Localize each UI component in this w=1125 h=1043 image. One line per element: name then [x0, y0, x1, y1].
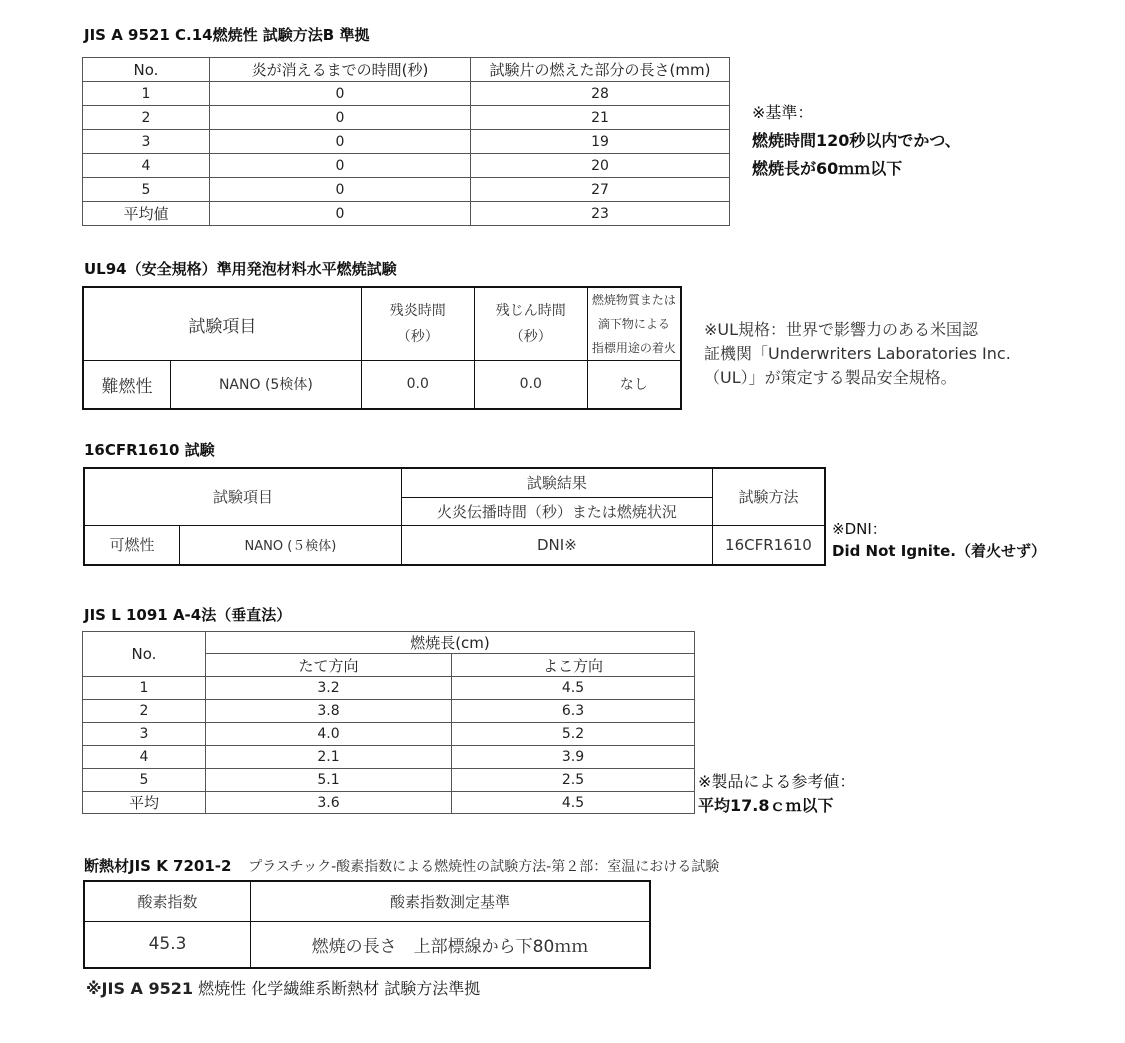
cell-length: 28 [471, 82, 730, 106]
cell-time: 0 [210, 202, 471, 226]
note-line: 燃焼時間120秒以内でかつ、 [752, 131, 961, 150]
cell-oxygen-index: 45.3 [84, 921, 251, 968]
sec1-title: JIS A 9521 C.14燃焼性 試験方法B 準拠 [84, 26, 370, 44]
sec3-note [832, 518, 1046, 562]
note-line: Did Not Ignite.（着火せず） [832, 542, 1046, 560]
sec5-title-standard: 断熱材JIS K 7201-2 [84, 857, 232, 875]
table-row [84, 525, 825, 565]
header-criteria: 酸素指数測定基準 [251, 881, 651, 921]
note-heading: ※製品による参考値： [698, 772, 856, 791]
jis-l1091-table [82, 631, 695, 814]
cell-weft: 6.3 [452, 700, 695, 723]
table-row [83, 130, 730, 154]
footnote [86, 976, 480, 999]
cell-no: 5 [83, 178, 210, 202]
cfr1610-table [83, 467, 826, 566]
cell-no: 3 [83, 723, 206, 746]
sec2-note [704, 318, 1011, 390]
cell-warp: 3.2 [206, 677, 452, 700]
table-row [83, 700, 695, 723]
table-row [83, 106, 730, 130]
cell-warp: 3.6 [206, 792, 452, 814]
note-line: 証機関「Underwriters Laboratories Inc. [704, 344, 1011, 363]
footnote-text: 燃焼性 化学繊維系断熱材 試験方法準拠 [193, 979, 481, 998]
note-heading: ※基準： [752, 103, 814, 122]
cell-warp: 3.8 [206, 700, 452, 723]
cell-result: DNI※ [401, 525, 712, 565]
sec4-title: JIS L 1091 A-4法（垂直法） [84, 606, 292, 624]
cell-time: 0 [210, 154, 471, 178]
table-row [83, 723, 695, 746]
cell-no: 5 [83, 769, 206, 792]
cell-no: 1 [83, 677, 206, 700]
cell-category: 難燃性 [83, 361, 171, 409]
note-line: ※UL規格：世界で影響力のある米国認 [704, 320, 979, 339]
header-no: No. [83, 632, 206, 677]
header-afterflame: 残炎時間 （秒） [361, 287, 474, 361]
table-row [83, 677, 695, 700]
cell-afterglow: 0.0 [474, 361, 587, 409]
cell-warp: 2.1 [206, 746, 452, 769]
cell-no: 4 [83, 154, 210, 178]
cell-weft: 5.2 [452, 723, 695, 746]
cell-sample: NANO (５検体) [180, 525, 402, 565]
sec1-note [752, 99, 961, 183]
header-method: 試験方法 [712, 468, 825, 525]
cell-time: 0 [210, 130, 471, 154]
cell-weft: 4.5 [452, 677, 695, 700]
cell-criteria: 燃焼の長さ 上部標線から下80ｍｍ [251, 921, 651, 968]
cell-warp: 4.0 [206, 723, 452, 746]
cell-warp: 5.1 [206, 769, 452, 792]
note-line: （UL）」が策定する製品安全規格。 [704, 368, 957, 387]
cell-weft: 3.9 [452, 746, 695, 769]
cell-length: 23 [471, 202, 730, 226]
sec4-note [698, 770, 855, 818]
cell-time: 0 [210, 82, 471, 106]
table-row-average [83, 202, 730, 226]
note-heading: ※DNI： [832, 520, 887, 538]
oxygen-index-table [83, 880, 651, 969]
header-time: 炎が消えるまでの時間(秒) [210, 58, 471, 82]
cell-time: 0 [210, 106, 471, 130]
cell-weft: 2.5 [452, 769, 695, 792]
table-row [83, 154, 730, 178]
table-row [83, 769, 695, 792]
sec2-title: UL94（安全規格）準用発泡材料水平燃焼試験 [84, 260, 397, 278]
header-length: 試験片の燃えた部分の長さ(mm) [471, 58, 730, 82]
header-burn-length: 燃焼長(cm) [206, 632, 695, 654]
table-row-average [83, 792, 695, 814]
header-afterglow: 残じん時間 （秒） [474, 287, 587, 361]
header-oxygen-index: 酸素指数 [84, 881, 251, 921]
sec5-title [84, 855, 719, 876]
header-no: No. [83, 58, 210, 82]
header-result: 試験結果 [401, 468, 712, 497]
cell-length: 27 [471, 178, 730, 202]
cell-length: 19 [471, 130, 730, 154]
cell-weft: 4.5 [452, 792, 695, 814]
header-drip-ignition: 燃焼物質または 滴下物による 指標用途の着火 [587, 287, 681, 361]
sec3-title: 16CFR1610 試験 [84, 441, 215, 459]
header-test-item: 試験項目 [83, 287, 361, 361]
cell-drip: なし [587, 361, 681, 409]
ul94-table [82, 286, 682, 410]
jis-a9521-table [82, 57, 730, 226]
table-row [83, 361, 681, 409]
footnote-standard: ※JIS A 9521 [86, 979, 194, 998]
cell-category: 可燃性 [84, 525, 180, 565]
cell-no: 4 [83, 746, 206, 769]
note-line: 燃焼長が60ｍｍ以下 [752, 159, 903, 178]
cell-length: 21 [471, 106, 730, 130]
note-line: 平均17.8ｃｍ以下 [698, 796, 834, 815]
sec5-title-description: プラスチック-酸素指数による燃焼性の試験方法-第２部：室温における試験 [248, 859, 720, 875]
cell-time: 0 [210, 178, 471, 202]
cell-no: 平均値 [83, 202, 210, 226]
table-row [83, 178, 730, 202]
cell-no: 平均 [83, 792, 206, 814]
cell-no: 2 [83, 106, 210, 130]
header-weft: よこ方向 [452, 654, 695, 677]
cell-length: 20 [471, 154, 730, 178]
cell-no: 1 [83, 82, 210, 106]
header-warp: たて方向 [206, 654, 452, 677]
header-result-detail: 火炎伝播時間（秒）または燃焼状況 [401, 497, 712, 525]
cell-no: 2 [83, 700, 206, 723]
table-row [83, 746, 695, 769]
cell-sample: NANO (5検体) [171, 361, 362, 409]
table-row [83, 82, 730, 106]
header-test-item: 試験項目 [84, 468, 401, 525]
cell-no: 3 [83, 130, 210, 154]
cell-afterflame: 0.0 [361, 361, 474, 409]
table-row [84, 921, 650, 968]
cell-method: 16CFR1610 [712, 525, 825, 565]
